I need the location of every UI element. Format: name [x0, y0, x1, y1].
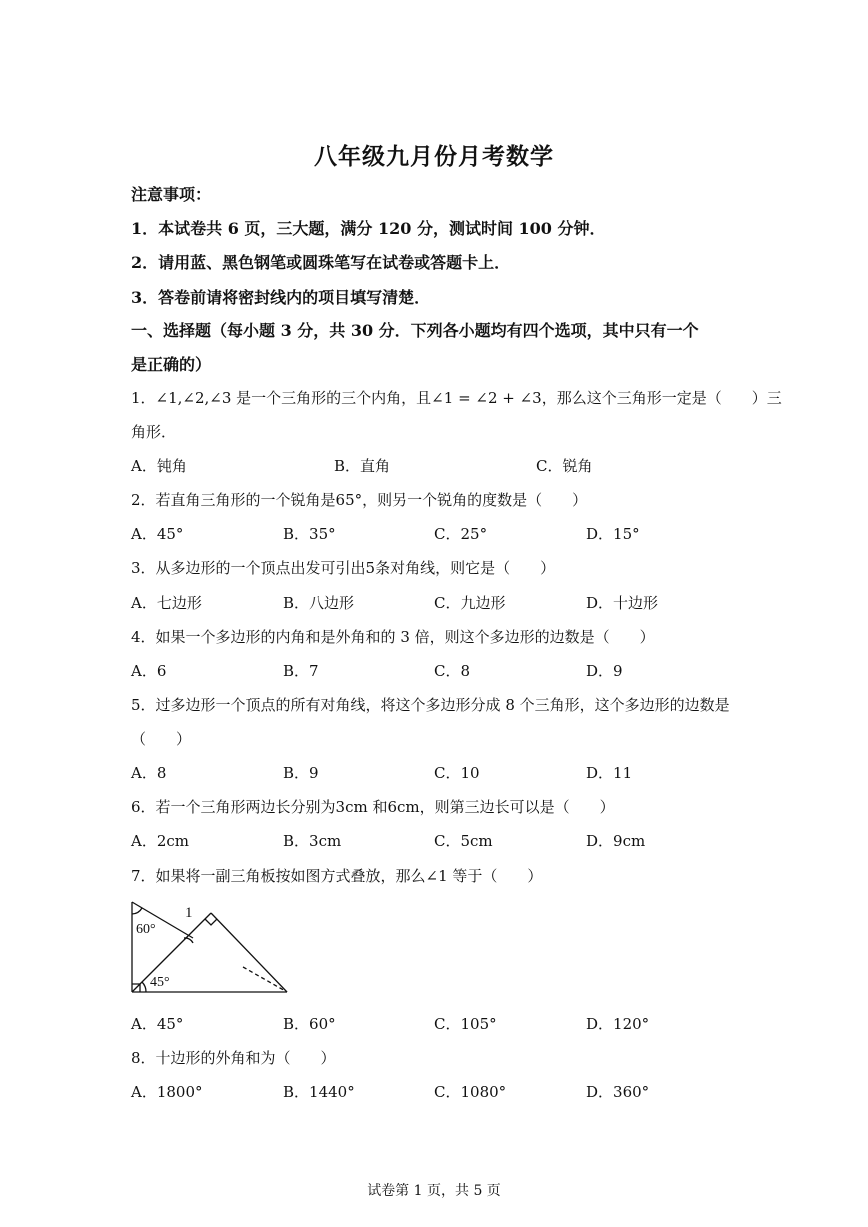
page-title: 八年级九月份月考数学 [314, 143, 554, 170]
question-8-text: 8．十边形的外角和为（ ） [131, 1049, 336, 1067]
question-1-line-2: 角形． [131, 423, 177, 441]
question-6-option-b[interactable]: B．3cm [283, 832, 342, 850]
question-5-option-d[interactable]: D．11 [586, 764, 633, 782]
angle-45-label: 45° [150, 975, 170, 990]
question-5-option-b[interactable]: B．9 [283, 764, 319, 782]
notice-item-2: 2．请用蓝、黑色钢笔或圆珠笔写在试卷或答题卡上． [131, 253, 511, 272]
triangle-figure [125, 895, 300, 1000]
question-3-option-b[interactable]: B．八边形 [283, 594, 355, 612]
question-6-option-a[interactable]: A．2cm [131, 832, 190, 850]
question-6-text: 6．若一个三角形两边长分别为3cm 和6cm，则第三边长可以是（ ） [131, 798, 615, 816]
question-1-option-a[interactable]: A．钝角 [131, 457, 187, 475]
notice-heading: 注意事项： [131, 185, 212, 204]
page-footer: 试卷第 1 页，共 5 页 [367, 1183, 501, 1199]
notice-item-3: 3．答卷前请将密封线内的项目填写清楚． [131, 288, 431, 307]
question-6-option-d[interactable]: D．9cm [586, 832, 646, 850]
question-5-line-1: 5．过多边形一个顶点的所有对角线，将这个多边形分成 8 个三角形，这个多边形的边数是 [131, 696, 730, 714]
question-3-option-a[interactable]: A．七边形 [131, 594, 202, 612]
question-8-option-d[interactable]: D．360° [586, 1083, 650, 1101]
question-4-option-c[interactable]: C．8 [434, 662, 471, 680]
question-7-option-c[interactable]: C．105° [434, 1015, 497, 1033]
question-1-option-c[interactable]: C．锐角 [536, 457, 593, 475]
question-8-option-c[interactable]: C．1080° [434, 1083, 507, 1101]
section-heading-line-1: 一、选择题（每小题 3 分，共 30 分．下列各小题均有四个选项，其中只有一个 [131, 321, 699, 340]
angle-1-label: 1 [185, 905, 193, 921]
question-3-text: 3．从多边形的一个顶点出发可引出5条对角线，则它是（ ） [131, 559, 556, 577]
question-2-option-c[interactable]: C．25° [434, 525, 488, 543]
question-2-option-a[interactable]: A．45° [131, 525, 184, 543]
question-3-option-c[interactable]: C．九边形 [434, 594, 506, 612]
notice-item-1: 1．本试卷共 6 页，三大题，满分 120 分，测试时间 100 分钟． [131, 219, 606, 238]
question-7-option-d[interactable]: D．120° [586, 1015, 650, 1033]
question-5-option-a[interactable]: A．8 [131, 764, 167, 782]
question-2-option-d[interactable]: D．15° [586, 525, 640, 543]
question-5-option-c[interactable]: C．10 [434, 764, 480, 782]
question-8-option-b[interactable]: B．1440° [283, 1083, 355, 1101]
question-1-option-b[interactable]: B．直角 [334, 457, 391, 475]
question-3-option-d[interactable]: D．十边形 [586, 594, 659, 612]
question-4-option-a[interactable]: A．6 [131, 662, 167, 680]
question-7-text: 7．如果将一副三角板按如图方式叠放，那么∠1 等于（ ） [131, 867, 543, 885]
question-4-option-d[interactable]: D．9 [586, 662, 623, 680]
question-5-line-2: （ ） [131, 730, 192, 748]
question-4-text: 4．如果一个多边形的内角和是外角和的 3 倍，则这个多边形的边数是（ ） [131, 628, 655, 646]
question-2-text: 2．若直角三角形的一个锐角是65°，则另一个锐角的度数是（ ） [131, 491, 588, 509]
angle-60-label: 60° [136, 922, 156, 937]
section-heading-line-2: 是正确的） [131, 355, 212, 374]
question-4-option-b[interactable]: B．7 [283, 662, 319, 680]
question-6-option-c[interactable]: C．5cm [434, 832, 493, 850]
question-1-line-1: 1．∠1,∠2,∠3 是一个三角形的三个内角，且∠1 = ∠2 + ∠3，那么这个三角形一定是（ ）三 [131, 389, 782, 407]
question-7-option-a[interactable]: A．45° [131, 1015, 184, 1033]
question-2-option-b[interactable]: B．35° [283, 525, 336, 543]
question-7-option-b[interactable]: B．60° [283, 1015, 336, 1033]
question-8-option-a[interactable]: A．1800° [131, 1083, 203, 1101]
